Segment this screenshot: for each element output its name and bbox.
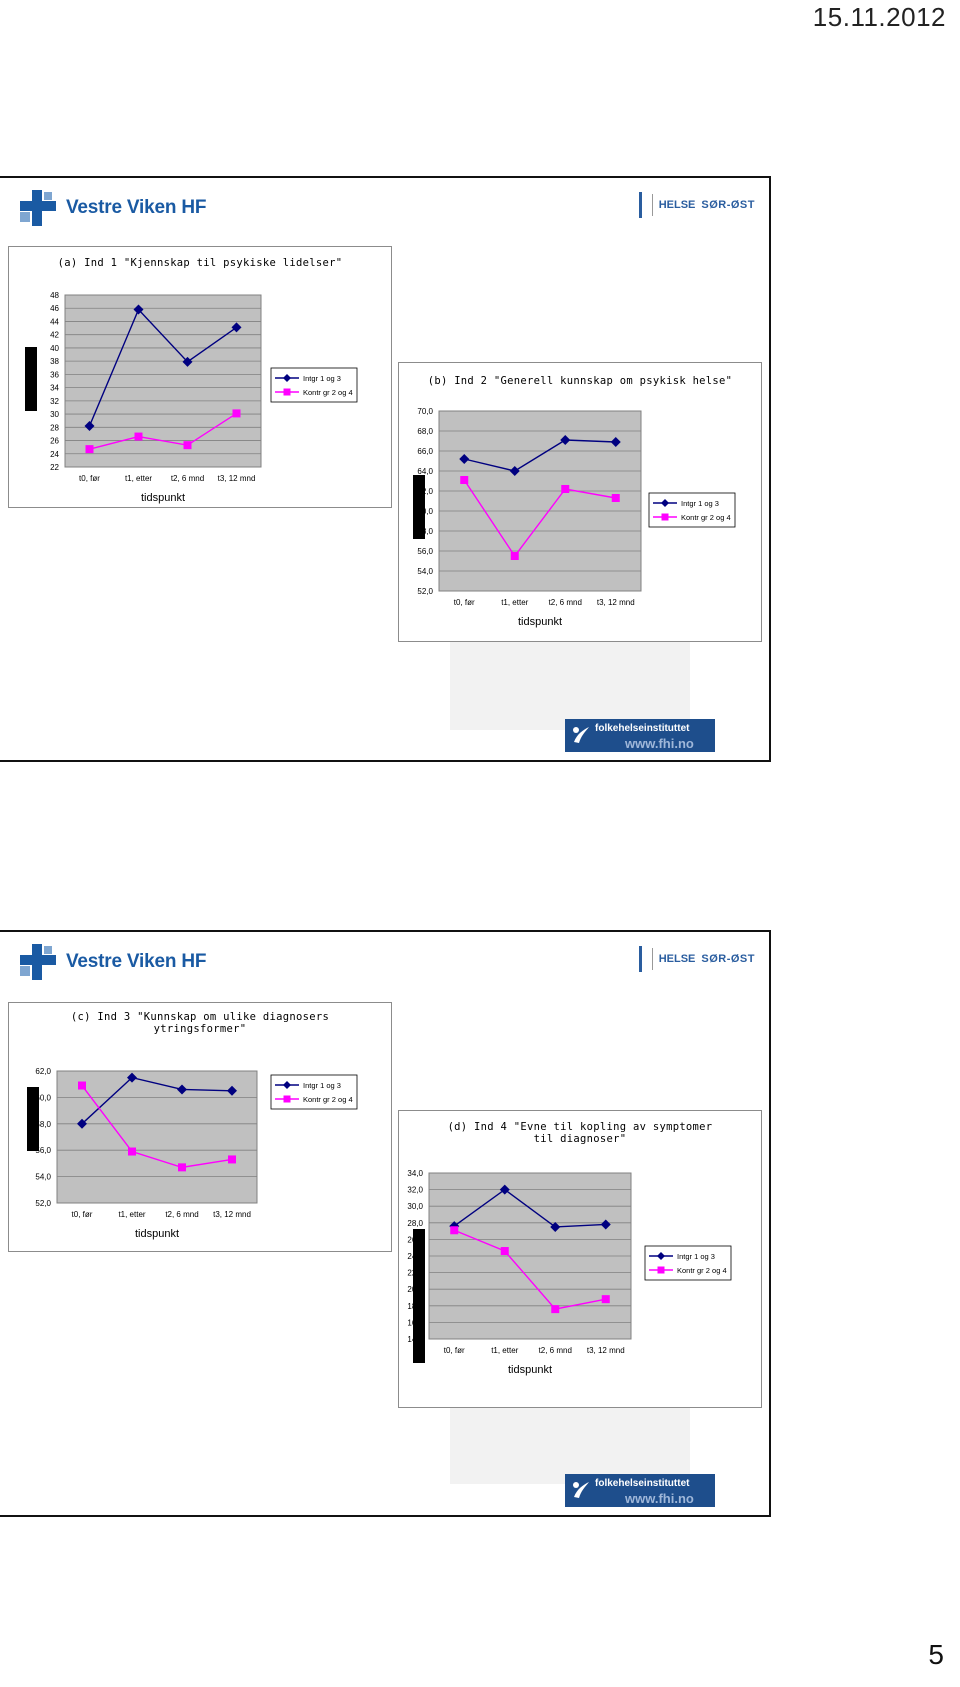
- y-tick-label: 14,0: [407, 1335, 423, 1344]
- y-tick-label: 28,0: [407, 1218, 423, 1228]
- y-tick-label: 62,0: [417, 487, 433, 496]
- x-axis-label: tidspunkt: [140, 492, 186, 504]
- x-tick-label: t0, før: [79, 474, 100, 483]
- helse-sor-ost-logo: [636, 942, 755, 976]
- y-tick-label: 32: [50, 396, 59, 406]
- fhi-logo: [565, 719, 715, 752]
- y-tick-label: 16,0: [407, 1318, 423, 1328]
- data-point: [228, 1155, 236, 1163]
- helse-mark-icon: [636, 946, 646, 972]
- chart-a: [8, 246, 392, 508]
- plot-area: [439, 411, 641, 591]
- page-date: 15.11.2012: [812, 2, 946, 32]
- data-point: [602, 1295, 610, 1303]
- x-tick-label: t3, 12 mnd: [596, 598, 635, 607]
- chart-d-plot: [399, 1111, 761, 1407]
- x-tick-label: t2, 6 mnd: [538, 1346, 572, 1355]
- fhi-url-text: www.fhi.no: [625, 1491, 694, 1506]
- x-tick-label: t0, før: [453, 598, 475, 607]
- y-tick-label: 68,0: [417, 427, 433, 436]
- x-tick-label: t3, 12 mnd: [213, 1210, 251, 1219]
- data-point: [561, 485, 569, 493]
- page-number: 5: [928, 1639, 944, 1670]
- data-point: [178, 1163, 186, 1171]
- y-tick-label: 18,0: [407, 1301, 423, 1311]
- y-tick-label: 48: [50, 291, 59, 300]
- data-point: [184, 441, 192, 449]
- data-point: [612, 494, 620, 502]
- legend-label: Kontr gr 2 og 4: [303, 388, 353, 397]
- helse-text: HELSE: [652, 948, 702, 970]
- fhi-url-text: www.fhi.no: [625, 736, 694, 751]
- y-tick-label: 64,0: [417, 467, 433, 476]
- y-tick-label: 62,0: [35, 1067, 51, 1076]
- y-tick-label: 38: [50, 357, 59, 367]
- y-tick-label: 46: [50, 304, 59, 314]
- sor-ost-text: SØR-ØST: [701, 953, 755, 965]
- y-tick-label: 58,0: [417, 527, 433, 536]
- chart-b-title: (b) Ind 2 "Generell kunnskap om psykisk helse": [427, 375, 733, 387]
- y-tick-label: 20,0: [407, 1285, 423, 1295]
- x-tick-label: t3, 12 mnd: [217, 474, 256, 483]
- chart-b-plot: [399, 363, 761, 641]
- vestre-viken-text: Vestre Viken HF: [66, 951, 207, 972]
- x-tick-label: t2, 6 mnd: [548, 598, 582, 607]
- fhi-name-text: folkehelseinstituttet: [595, 1478, 690, 1489]
- y-tick-label: 66,0: [417, 447, 433, 456]
- y-tick-label: 42: [50, 330, 59, 340]
- y-tick-label: 60,0: [35, 1093, 51, 1103]
- x-tick-label: t1, etter: [501, 598, 529, 607]
- y-tick-label: 22: [50, 463, 59, 472]
- fhi-logo: [565, 1474, 715, 1507]
- legend-label: Intgr 1 og 3: [303, 374, 341, 383]
- data-point: [86, 445, 94, 453]
- y-tick-label: 34: [50, 383, 59, 393]
- y-tick-label: 44: [50, 317, 59, 327]
- x-tick-label: t0, før: [443, 1346, 465, 1355]
- y-tick-label: 24,0: [407, 1252, 423, 1261]
- vestre-viken-text: Vestre Viken HF: [66, 197, 207, 218]
- legend-label: Kontr gr 2 og 4: [681, 513, 731, 522]
- y-tick-label: 36: [50, 370, 59, 380]
- cross-icon: [18, 944, 58, 980]
- data-point: [233, 409, 241, 417]
- vestre-viken-logo: [18, 190, 206, 226]
- vestre-viken-logo: [18, 944, 206, 980]
- chart-c-plot: [9, 1003, 391, 1251]
- y-tick-label: 26,0: [407, 1235, 423, 1245]
- slide-1: [0, 176, 771, 762]
- x-axis-label: tidspunkt: [507, 1364, 553, 1376]
- x-axis-label: tidspunkt: [134, 1228, 180, 1240]
- chart-c: [8, 1002, 392, 1252]
- y-tick-label: 22,0: [407, 1268, 423, 1278]
- x-tick-label: t1, etter: [118, 1210, 146, 1219]
- helse-sor-ost-logo: [636, 188, 755, 222]
- y-tick-label: 54,0: [417, 567, 433, 576]
- helse-mark-icon: [636, 192, 646, 218]
- y-tick-label: 56,0: [417, 547, 433, 556]
- y-tick-label: 52,0: [417, 587, 433, 596]
- sor-ost-text: SØR-ØST: [701, 199, 755, 211]
- data-point: [450, 1226, 458, 1234]
- x-tick-label: t0, før: [71, 1210, 93, 1219]
- data-point: [460, 476, 468, 484]
- legend-marker: [662, 514, 669, 521]
- legend-marker: [658, 1267, 665, 1274]
- y-tick-label: 54,0: [35, 1172, 51, 1182]
- y-tick-label: 32,0: [407, 1185, 423, 1195]
- chart-c-title: (c) Ind 3 "Kunnskap om ulike diagnosers ytringsformer": [70, 1011, 330, 1035]
- y-tick-label: 30: [50, 410, 59, 420]
- x-tick-label: t2, 6 mnd: [170, 474, 205, 483]
- data-point: [501, 1247, 509, 1255]
- y-tick-label: 24: [50, 449, 59, 459]
- chart-a-title: (a) Ind 1 "Kjennskap til psykiske lidelser": [57, 257, 343, 269]
- chart-d-title: (d) Ind 4 "Evne til kopling av symptomer til diagnoser": [447, 1121, 713, 1145]
- y-tick-label: 40: [50, 343, 59, 353]
- data-point: [135, 433, 143, 441]
- chart-a-plot: [9, 247, 391, 507]
- chart-b: [398, 362, 762, 642]
- y-tick-label: 52,0: [35, 1199, 51, 1208]
- legend-label: Intgr 1 og 3: [681, 499, 719, 508]
- legend-marker: [284, 1096, 291, 1103]
- slide-2: [0, 930, 771, 1517]
- fhi-mark-icon: [571, 724, 591, 746]
- y-tick-label: 60,0: [417, 507, 433, 516]
- data-point: [128, 1148, 136, 1156]
- y-tick-label: 28: [50, 423, 59, 433]
- y-tick-label: 26: [50, 436, 59, 446]
- data-point: [551, 1305, 559, 1313]
- x-axis-label: tidspunkt: [517, 616, 563, 628]
- data-point: [511, 552, 519, 560]
- y-tick-label: 58,0: [35, 1119, 51, 1129]
- chart-d: [398, 1110, 762, 1408]
- x-tick-label: t3, 12 mnd: [586, 1346, 625, 1355]
- data-point: [78, 1082, 86, 1090]
- x-tick-label: t1, etter: [491, 1346, 519, 1355]
- legend-label: Kontr gr 2 og 4: [677, 1266, 727, 1275]
- legend-label: Intgr 1 og 3: [677, 1252, 715, 1261]
- legend-label: Intgr 1 og 3: [303, 1081, 341, 1090]
- x-tick-label: t2, 6 mnd: [165, 1210, 199, 1219]
- x-tick-label: t1, etter: [124, 474, 153, 483]
- y-tick-label: 30,0: [407, 1202, 423, 1212]
- fhi-name-text: folkehelseinstituttet: [595, 723, 690, 734]
- fhi-mark-icon: [571, 1479, 591, 1501]
- legend-marker: [284, 389, 291, 396]
- legend-label: Kontr gr 2 og 4: [303, 1095, 353, 1104]
- cross-icon: [18, 190, 58, 226]
- y-tick-label: 70,0: [417, 407, 433, 416]
- y-tick-label: 34,0: [407, 1169, 423, 1178]
- y-tick-label: 56,0: [35, 1146, 51, 1156]
- helse-text: HELSE: [652, 194, 702, 216]
